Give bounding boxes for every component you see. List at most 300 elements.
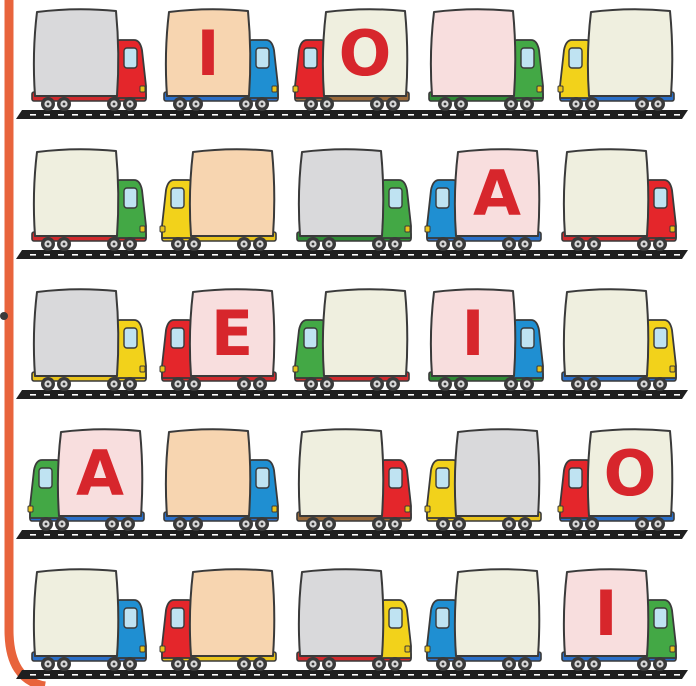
road-dash <box>30 254 36 256</box>
road-dash <box>548 674 554 676</box>
road-dash <box>114 534 120 536</box>
road-dash <box>212 114 218 116</box>
cab-window <box>124 48 137 68</box>
road-dash <box>380 254 386 256</box>
road <box>16 390 688 399</box>
cab-window <box>436 188 449 208</box>
road-dash <box>674 394 680 396</box>
wheel <box>370 377 384 391</box>
wheel <box>41 657 55 671</box>
headlight <box>425 646 430 652</box>
road-dash <box>674 114 680 116</box>
road-dash <box>618 114 624 116</box>
cargo-box <box>455 569 539 656</box>
road-dash <box>492 254 498 256</box>
road-dash <box>310 254 316 256</box>
road-dash <box>100 394 106 396</box>
road-dash <box>646 394 652 396</box>
wheel <box>237 377 251 391</box>
road-dash <box>30 394 36 396</box>
vowel-letter: I <box>196 17 220 90</box>
wheel <box>637 237 651 251</box>
road-dash <box>212 254 218 256</box>
cab-window <box>39 468 52 488</box>
road-dash <box>576 534 582 536</box>
road-dash <box>604 674 610 676</box>
road-dash <box>604 254 610 256</box>
road-dash <box>226 254 232 256</box>
cab-window <box>256 468 269 488</box>
road-dash <box>520 534 526 536</box>
wheel <box>306 237 320 251</box>
road-dash <box>618 394 624 396</box>
road-dash <box>142 534 148 536</box>
road-dash <box>296 114 302 116</box>
cab-window <box>171 188 184 208</box>
road-dash <box>534 534 540 536</box>
road-dash <box>422 674 428 676</box>
cargo-box <box>190 569 274 656</box>
wheel <box>320 377 334 391</box>
wheel <box>571 657 585 671</box>
road-dash <box>58 394 64 396</box>
road <box>16 530 688 539</box>
road <box>16 670 688 679</box>
wheel <box>253 237 267 251</box>
road-dash <box>114 254 120 256</box>
cargo-box <box>323 289 407 376</box>
cab-window <box>124 608 137 628</box>
margin-dot <box>0 312 8 320</box>
wheel <box>57 377 71 391</box>
road-dash <box>156 394 162 396</box>
truck-row <box>16 569 688 679</box>
road-dash <box>422 534 428 536</box>
road-dash <box>366 114 372 116</box>
wheel <box>123 377 137 391</box>
wheel <box>370 97 384 111</box>
wheel <box>585 97 599 111</box>
road-dash <box>58 534 64 536</box>
road-dash <box>100 254 106 256</box>
truck <box>164 429 278 531</box>
wheel <box>372 517 386 531</box>
cab-window <box>389 468 402 488</box>
headlight <box>405 646 410 652</box>
wheel <box>253 377 267 391</box>
truck <box>160 569 276 671</box>
road-dash <box>492 674 498 676</box>
road-dash <box>128 674 134 676</box>
road-dash <box>72 394 78 396</box>
wheel <box>171 657 185 671</box>
road-dash <box>618 674 624 676</box>
truck <box>160 289 276 391</box>
road-dash <box>310 394 316 396</box>
road-dash <box>198 114 204 116</box>
wheel <box>105 517 119 531</box>
road-dash <box>58 254 64 256</box>
wheel <box>438 97 452 111</box>
cargo-box <box>34 569 118 656</box>
road-dash <box>86 114 92 116</box>
wheel <box>189 517 203 531</box>
road-dash <box>352 534 358 536</box>
headlight <box>293 366 298 372</box>
truck <box>32 9 146 111</box>
wheel <box>57 97 71 111</box>
road-dash <box>254 534 260 536</box>
wheel <box>320 97 334 111</box>
wheel <box>123 657 137 671</box>
wheel <box>651 517 665 531</box>
road-dash <box>492 114 498 116</box>
truck <box>425 149 541 251</box>
road-dash <box>198 674 204 676</box>
road-dash <box>170 534 176 536</box>
road-dash <box>30 114 36 116</box>
wheel <box>502 517 516 531</box>
road-dash <box>408 534 414 536</box>
road-dash <box>128 114 134 116</box>
cab-window <box>521 48 534 68</box>
headlight <box>293 86 298 92</box>
road-dash <box>44 114 50 116</box>
road-dash <box>464 394 470 396</box>
cab-window <box>124 188 137 208</box>
road-dash <box>464 114 470 116</box>
truck <box>425 569 541 671</box>
wheel <box>436 657 450 671</box>
wheel <box>237 657 251 671</box>
road-dash <box>170 394 176 396</box>
road-dash <box>576 254 582 256</box>
road-dash <box>44 674 50 676</box>
road-dash <box>674 674 680 676</box>
road-dash <box>296 534 302 536</box>
road-dash <box>142 674 148 676</box>
road-dash <box>408 394 414 396</box>
road-dash <box>646 254 652 256</box>
wheel <box>587 657 601 671</box>
road-dash <box>604 394 610 396</box>
wheel <box>520 377 534 391</box>
road-dash <box>310 114 316 116</box>
road-dash <box>576 114 582 116</box>
road-dash <box>660 254 666 256</box>
road-dash <box>450 534 456 536</box>
wheel <box>569 517 583 531</box>
wheel <box>653 377 667 391</box>
road-dash <box>478 114 484 116</box>
headlight <box>405 506 410 512</box>
headlight <box>160 646 165 652</box>
road-dash <box>674 254 680 256</box>
road-dash <box>282 534 288 536</box>
wheel <box>239 97 253 111</box>
truck <box>32 569 146 671</box>
truck <box>429 9 543 111</box>
road-dash <box>408 674 414 676</box>
road-dash <box>366 534 372 536</box>
road-dash <box>100 674 106 676</box>
road-dash <box>394 674 400 676</box>
road-dash <box>590 394 596 396</box>
wheel <box>518 517 532 531</box>
road-dash <box>338 674 344 676</box>
road-dash <box>156 114 162 116</box>
road-dash <box>366 254 372 256</box>
wheel <box>518 657 532 671</box>
headlight <box>405 226 410 232</box>
road-dash <box>310 534 316 536</box>
road-dash <box>184 534 190 536</box>
road-dash <box>268 674 274 676</box>
road-dash <box>660 534 666 536</box>
road-dash <box>212 394 218 396</box>
wheel <box>255 517 269 531</box>
wheel <box>171 237 185 251</box>
road-dash <box>72 534 78 536</box>
road-dash <box>254 394 260 396</box>
road-dash <box>562 534 568 536</box>
road-dash <box>268 534 274 536</box>
road-dash <box>534 114 540 116</box>
road-dash <box>618 534 624 536</box>
road-dash <box>282 674 288 676</box>
road-dash <box>324 534 330 536</box>
road-dash <box>436 674 442 676</box>
truck <box>28 429 144 531</box>
wheel <box>123 237 137 251</box>
wheel <box>502 657 516 671</box>
road-dash <box>240 534 246 536</box>
headlight <box>670 366 675 372</box>
road-dash <box>324 114 330 116</box>
road-dash <box>562 674 568 676</box>
truck <box>558 9 674 111</box>
vowel-letter: A <box>76 437 124 510</box>
wheel <box>189 97 203 111</box>
road-dash <box>86 534 92 536</box>
wheel <box>637 377 651 391</box>
road-dash <box>324 674 330 676</box>
road-dash <box>576 394 582 396</box>
road-dash <box>184 394 190 396</box>
vowel-letter: O <box>603 437 657 510</box>
wheel <box>653 237 667 251</box>
truck <box>562 289 676 391</box>
headlight <box>425 226 430 232</box>
vowel-letter: I <box>461 297 485 370</box>
wheel <box>386 377 400 391</box>
wheel <box>585 517 599 531</box>
road-dash <box>632 534 638 536</box>
wheel <box>452 517 466 531</box>
wheel <box>121 517 135 531</box>
road-dash <box>198 534 204 536</box>
cab-window <box>521 328 534 348</box>
truck <box>164 9 278 111</box>
road-dash <box>198 254 204 256</box>
wheel <box>107 97 121 111</box>
road-dash <box>548 114 554 116</box>
road-dash <box>296 674 302 676</box>
road-dash <box>520 394 526 396</box>
road-dash <box>632 674 638 676</box>
road-dash <box>394 254 400 256</box>
road-dash <box>114 394 120 396</box>
road-dash <box>310 674 316 676</box>
road-dash <box>254 114 260 116</box>
road-dash <box>226 114 232 116</box>
wheel <box>635 97 649 111</box>
road-dash <box>352 674 358 676</box>
road-dash <box>394 114 400 116</box>
cab-window <box>654 608 667 628</box>
road-dash <box>646 114 652 116</box>
vowel-letter: E <box>210 297 254 370</box>
road-dash <box>394 394 400 396</box>
road-dash <box>534 674 540 676</box>
cab-window <box>569 48 582 68</box>
road-dash <box>450 254 456 256</box>
road-dash <box>632 394 638 396</box>
road-dash <box>128 254 134 256</box>
road-dash <box>520 254 526 256</box>
cab-window <box>389 188 402 208</box>
road-dash <box>86 394 92 396</box>
cab-window <box>436 608 449 628</box>
road-dash <box>212 674 218 676</box>
cab-window <box>304 48 317 68</box>
wheel <box>239 517 253 531</box>
cab-window <box>389 608 402 628</box>
road-dash <box>422 394 428 396</box>
wheel <box>452 657 466 671</box>
wheel <box>454 377 468 391</box>
road-dash <box>590 114 596 116</box>
headlight <box>160 366 165 372</box>
road-dash <box>240 394 246 396</box>
road-dash <box>198 394 204 396</box>
road-dash <box>128 394 134 396</box>
road-dash <box>44 534 50 536</box>
road-dash <box>128 534 134 536</box>
truck <box>32 289 146 391</box>
road-dash <box>352 114 358 116</box>
headlight <box>140 646 145 652</box>
wheel <box>372 657 386 671</box>
road-dash <box>464 674 470 676</box>
wheel <box>57 657 71 671</box>
wheel <box>41 97 55 111</box>
wheel <box>123 97 137 111</box>
road-dash <box>548 534 554 536</box>
road-dash <box>352 394 358 396</box>
road-dash <box>562 114 568 116</box>
wheel <box>504 97 518 111</box>
headlight <box>558 506 563 512</box>
headlight <box>558 86 563 92</box>
road-dash <box>142 114 148 116</box>
road-dash <box>548 394 554 396</box>
wheel <box>39 517 53 531</box>
cab-window <box>654 328 667 348</box>
wheel <box>322 237 336 251</box>
road-dash <box>646 674 652 676</box>
wheel <box>173 97 187 111</box>
road-dash <box>548 254 554 256</box>
cab-window <box>654 188 667 208</box>
road-dash <box>380 394 386 396</box>
wheel <box>504 377 518 391</box>
cab-window <box>171 608 184 628</box>
road-dash <box>436 394 442 396</box>
road-dash <box>58 674 64 676</box>
wheel <box>637 657 651 671</box>
cargo-box <box>431 9 515 96</box>
road-dash <box>338 114 344 116</box>
cab-window <box>124 328 137 348</box>
road-dash <box>296 254 302 256</box>
road-dash <box>450 674 456 676</box>
wheel <box>187 237 201 251</box>
headlight <box>140 86 145 92</box>
road-dash <box>240 674 246 676</box>
road-dash <box>184 114 190 116</box>
wheel <box>372 237 386 251</box>
road-dash <box>450 114 456 116</box>
road-dash <box>30 674 36 676</box>
headlight <box>160 226 165 232</box>
truck <box>562 569 676 671</box>
road-dash <box>170 254 176 256</box>
truck <box>293 9 409 111</box>
wheel <box>388 517 402 531</box>
cargo-box <box>299 149 383 236</box>
wheel <box>253 657 267 671</box>
truck-row <box>16 429 688 539</box>
road-dash <box>268 394 274 396</box>
road-dash <box>436 114 442 116</box>
road-dash <box>156 254 162 256</box>
headlight <box>537 366 542 372</box>
headlight <box>537 86 542 92</box>
road-dash <box>492 394 498 396</box>
road-dash <box>520 674 526 676</box>
truck <box>429 289 543 391</box>
truck <box>558 429 674 531</box>
road-dash <box>44 394 50 396</box>
cargo-box <box>564 149 648 236</box>
headlight <box>272 506 277 512</box>
wheel <box>436 517 450 531</box>
road-dash <box>324 254 330 256</box>
wheel <box>587 237 601 251</box>
road-dash <box>366 674 372 676</box>
wheel <box>571 377 585 391</box>
road-dash <box>72 674 78 676</box>
road-dash <box>436 534 442 536</box>
road-dash <box>380 534 386 536</box>
road-dash <box>72 114 78 116</box>
road-dash <box>380 114 386 116</box>
cargo-box <box>299 429 383 516</box>
road-dash <box>44 254 50 256</box>
road-dash <box>408 254 414 256</box>
road-dash <box>240 114 246 116</box>
